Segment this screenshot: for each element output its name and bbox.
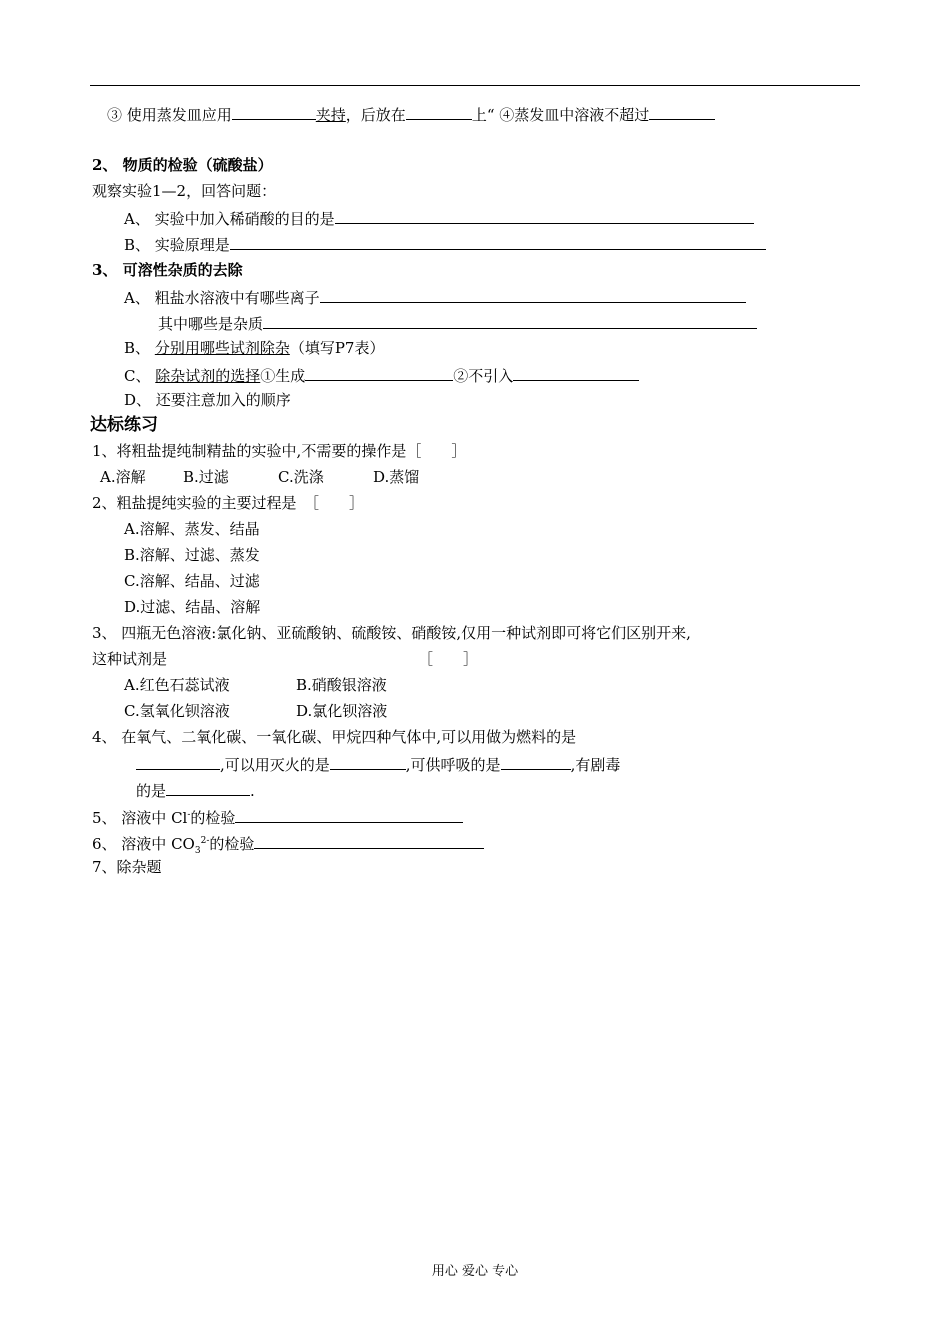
blank: [320, 286, 746, 303]
q1-option-a: A.溶解: [100, 468, 146, 486]
q3-option-c: C.氢氧化钡溶液: [124, 702, 230, 720]
q5: 5、 溶液中 Cl-的检验: [92, 805, 463, 828]
blank: [232, 103, 316, 120]
section3-a2: 其中哪些是杂质: [158, 312, 757, 334]
section2-intro: 观察实验1—2，回答问题：: [92, 182, 277, 200]
q3-option-a: A.红色石蕊试液: [124, 676, 230, 694]
q2-option-c: C.溶解、结晶、过滤: [124, 572, 260, 590]
blank: [305, 364, 453, 381]
blank: [513, 364, 639, 381]
q3-option-d: D.氯化钡溶液: [296, 702, 388, 720]
header-rule: [90, 85, 860, 86]
q1: 1、将粗盐提纯制精盐的实验中,不需要的操作是［ ］: [92, 442, 467, 460]
blank: [230, 233, 766, 250]
blank: [330, 753, 406, 770]
item3-mid: ，后放在: [345, 106, 406, 124]
blank: [501, 753, 571, 770]
section3-b: B、 分别用哪些试剂除杂（填写P7表）: [124, 339, 385, 357]
q1-option-d: D.蒸馏: [373, 468, 420, 486]
section2-b: B、 实验原理是: [124, 233, 766, 255]
q4-line1: 4、 在氧气、二氧化碳、一氧化碳、甲烷四种气体中,可以用做为燃料的是: [92, 728, 577, 746]
section3-title: 3、 可溶性杂质的去除: [92, 261, 243, 279]
blank: [166, 779, 250, 796]
q2-option-a: A.溶解、蒸发、结晶: [124, 520, 260, 538]
section3-a: A、 粗盐水溶液中有哪些离子: [124, 286, 746, 308]
q7: 7、除杂题: [92, 858, 162, 876]
q2: 2、粗盐提纯实验的主要过程是 ［ ］: [92, 494, 365, 512]
blank: [235, 806, 463, 823]
section3-c: C、 除杂试剂的选择①生成 ②不引入: [124, 364, 639, 386]
q3-line2: 这种试剂是: [92, 650, 168, 668]
q1-option-c: C.洗涤: [278, 468, 324, 486]
top-line: [107, 103, 715, 125]
q3-option-b: B.硝酸银溶液: [296, 676, 387, 694]
page-footer: 用心 爱心 专心: [431, 1264, 519, 1279]
q4-line3: 的是 .: [136, 779, 255, 801]
q4-line2: ,可以用灭火的是 ,可供呼吸的是 ,有剧毒: [136, 753, 620, 775]
blank: [136, 753, 220, 770]
item3-end: 上“: [471, 106, 495, 124]
q3-bracket: ［ ］: [418, 650, 479, 668]
blank: [254, 832, 484, 849]
q2-option-b: B.溶解、过滤、蒸发: [124, 546, 260, 564]
q6: 6、 溶液中 $CO_3^{2-}$的检验: [92, 831, 484, 861]
q1-option-b: B.过滤: [183, 468, 229, 486]
section2-title: 2、 物质的检验（硫酸盐）: [92, 156, 273, 174]
section2-a: A、 实验中加入稀硝酸的目的是: [124, 207, 754, 229]
blank: [263, 312, 757, 329]
item4-text: ④蒸发皿中溶液不超过: [499, 106, 650, 124]
section3-d: D、 还要注意加入的顺序: [124, 391, 291, 409]
q2-option-d: D.过滤、结晶、溶解: [124, 598, 261, 616]
blank: [406, 103, 472, 120]
item3-tool: 夹持: [315, 106, 346, 124]
item3-text: ③ 使用蒸发皿应用: [107, 106, 232, 124]
blank: [335, 207, 754, 224]
q3-line1: 3、 四瓶无色溶液:氯化钠、亚硫酸钠、硫酸铵、硝酸铵,仅用一种试剂即可将它们区别开来,: [92, 624, 691, 642]
blank: [649, 103, 715, 120]
practice-title: 达标练习: [90, 415, 158, 435]
